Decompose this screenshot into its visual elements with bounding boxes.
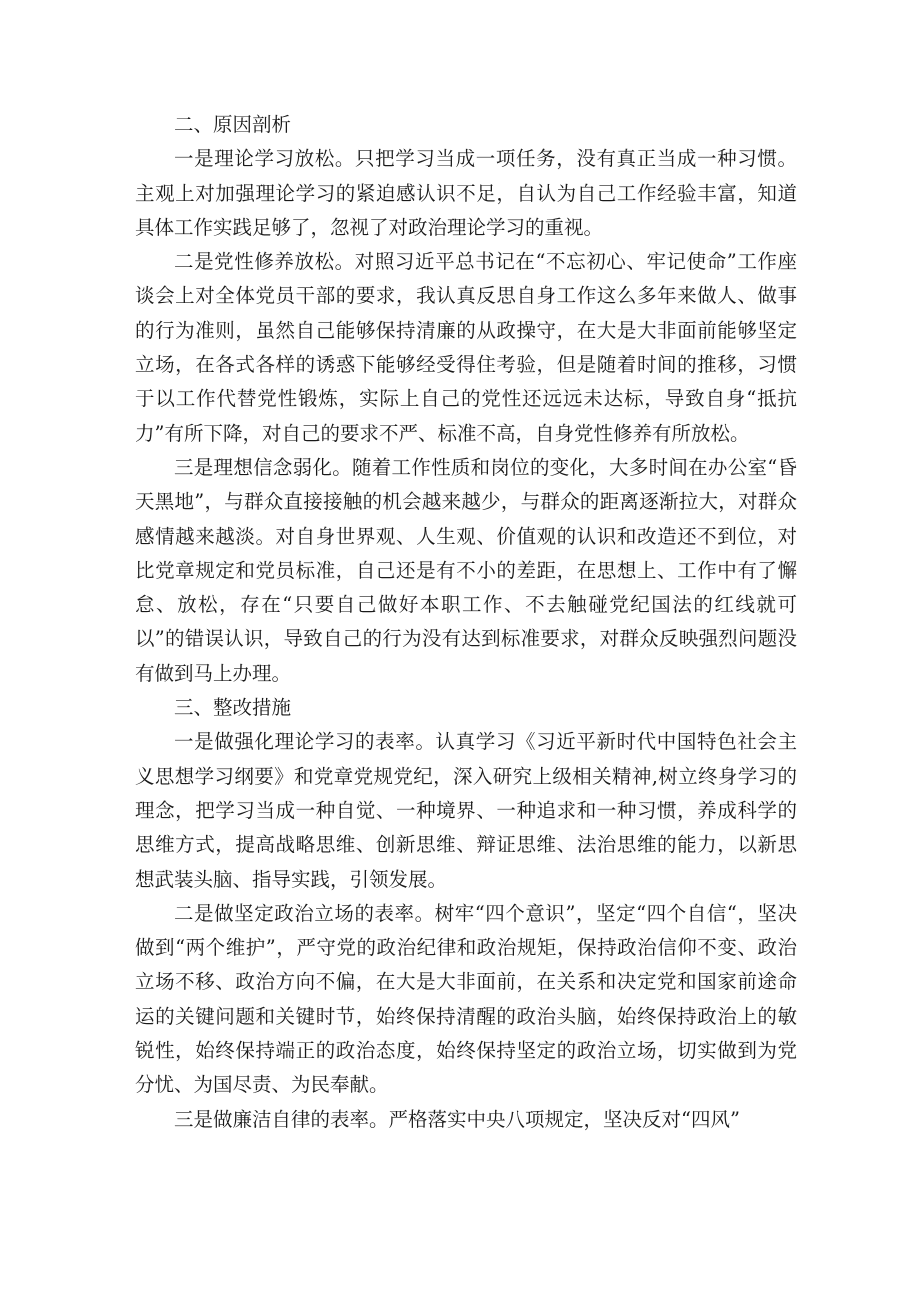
paragraph-integrity: 三是做廉洁自律的表率。严格落实中央八项规定，坚决反对“四风” — [174, 1107, 740, 1131]
paragraph-party-spirit: 二是党性修养放松。对照习近平总书记在“不忘初心、牢记使命”工作座谈会上对全体党员干部的要求，我认真反思自身工作这么多年来做人、做事的行为准则，虽然自己能够保持清廉的从政操守，在大是大非面前能够坚定立场，在各式各样的诱惑下能够经受得住考验，但是随着时间的推移，习惯于以工作代替党性锻炼，实际上自己的党性还远远未达标，导致自身“抵抗力”有所下降，对自己的要求不严、标准不高，自身党性修养有所放松。 — [135, 250, 797, 445]
paragraph-strengthen-theory: 一是做强化理论学习的表率。认真学习《习近平新时代中国特色社会主义思想学习纲要》和党章党规党纪，深入研究上级相关精神,树立终身学习的理念，把学习当成一种自觉、一种境界、一种追求和一种习惯，养成科学的思维方式，提高战略思维、创新思维、辩证思维、法治思维的能力，以新思想武装头脑、指导实践，引领发展。 — [135, 730, 797, 891]
section-heading-rectification: 三、整改措施 — [174, 696, 292, 720]
paragraph-theory-study: 一是理论学习放松。只把学习当成一项任务，没有真正当成一种习惯。主观上对加强理论学习的紧迫感认识不足，自认为自己工作经验丰富，知道具体工作实践足够了，忽视了对政治理论学习的重视。 — [135, 147, 797, 239]
paragraph-ideals-beliefs: 三是理想信念弱化。随着工作性质和岗位的变化，大多时间在办公室“昏天黑地”，与群众直接接触的机会越来越少，与群众的距离逐渐拉大，对群众感情越来越淡。对自身世界观、人生观、价值观的认识和改造还不到位，对比党章规定和党员标准，自己还是有不小的差距，在思想上、工作中有了懈怠、放松，存在“只要自己做好本职工作、不去触碰党纪国法的红线就可以”的错误认识，导致自己的行为没有达到标准要求，对群众反映强烈问题没有做到马上办理。 — [135, 455, 797, 685]
document-body — [135, 108, 797, 1137]
section-heading-cause-analysis: 二、原因剖析 — [174, 113, 292, 136]
paragraph-political-stance: 二是做坚定政治立场的表率。树牢“四个意识”，坚定“四个自信“，坚决做到“两个维护”，严守党的政治纪律和政治规矩，保持政治信仰不变、政治立场不移、政治方向不偏，在大是大非面前，在关系和决定党和国家前途命运的关键问题和关键时节，始终保持清醒的政治头脑，始终保持政治上的敏锐性，始终保持端正的政治态度，始终保持坚定的政治立场，切实做到为党分忧、为国尽责、为民奉献。 — [135, 901, 797, 1097]
